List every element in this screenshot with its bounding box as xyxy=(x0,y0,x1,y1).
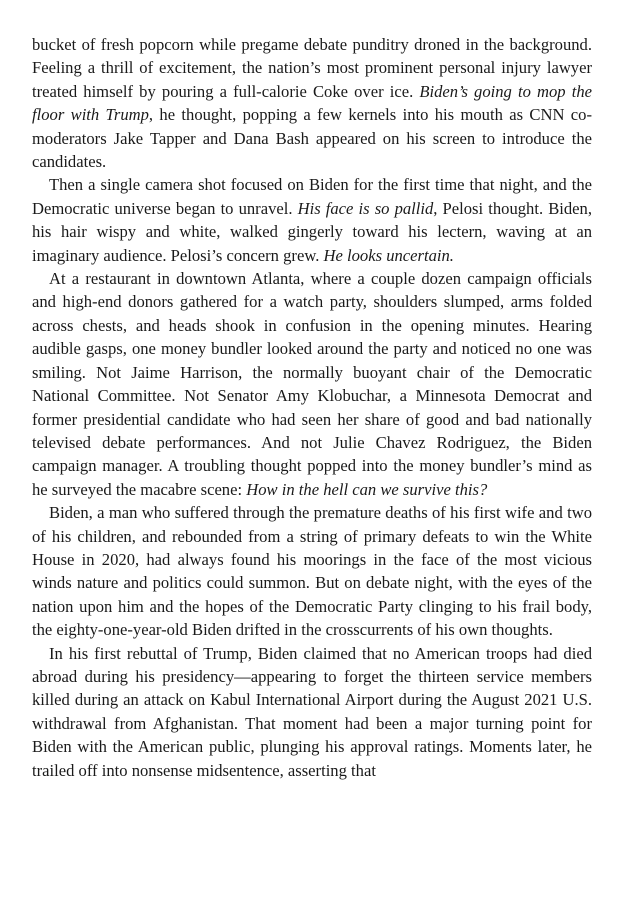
paragraph-5-text: In his first rebuttal of Trump, Biden claimed that no American troops had died abroad during his presidency—appearing to forget the thirteen service members killed during an attack on Kabul International Airport during the August 2021 U.S. withdrawal from Afghanistan. That moment had been a major turning point for Biden with the American public, plunging his approval ratings. Moments later, he trailed off into nonsense midsentence, asserting that xyxy=(32,643,592,780)
page-text xyxy=(32,33,592,782)
paragraph-4-text: Biden, a man who suffered through the premature deaths of his first wife and two of his children, and rebounded from a string of primary defeats to win the White House in 2020, had always found his moorings in the face of the most vicious winds nature and politics could summon. But on debate night, with the eyes of the nation upon him and the hopes of the Democratic Party clinging to his frail body, the eighty-one-year-old Biden drifted in the crosscurrents of his own thoughts. xyxy=(32,503,592,640)
paragraph-1-text-b: , he thought, popping a few kernels into his mouth as CNN co-moderators Jake Tapper and Dana Bash appeared on his screen to introduce the candidates. xyxy=(32,105,592,172)
paragraph-1-text-a: bucket of fresh popcorn while pregame debate punditry droned in the background. Feeling a thrill of excitement, the nation’s most prominent personal injury lawyer treated himself by pouring a full-calorie Coke over ice. xyxy=(32,35,592,101)
paragraph-3-italic-thought: How in the hell can we survive this? xyxy=(246,479,488,499)
paragraph-1 xyxy=(32,33,592,173)
paragraph-5 xyxy=(32,642,592,782)
paragraph-1-italic-thought: Biden’s going to mop the floor with Trump xyxy=(32,81,592,125)
paragraph-2-text-b: , Pelosi thought. Biden, his hair wispy and white, walked gingerly toward his lectern, waving at an imaginary audience. Pelosi’s concern grew. xyxy=(32,198,592,265)
paragraph-2-italic-thought-b: He looks uncertain. xyxy=(323,245,454,265)
paragraph-4 xyxy=(32,501,592,641)
paragraph-2 xyxy=(32,173,592,267)
paragraph-3 xyxy=(32,267,592,501)
paragraph-2-italic-thought-a: His face is so pallid xyxy=(297,198,434,218)
paragraph-3-text-a: At a restaurant in downtown Atlanta, where a couple dozen campaign officials and high-end donors gathered for a watch party, shoulders slumped, arms folded across chests, and heads shook in confusion in the opening minutes. Hearing audible gasps, one money bundler looked around the party and noticed no one was smiling. Not Jaime Harrison, the normally buoyant chair of the Democratic National Committee. Not Senator Amy Klobuchar, a Minnesota Democrat and former presidential candidate who had seen her share of good and bad nationally televised debate performances. And not Julie Chavez Rodriguez, the Biden campaign manager. A troubling thought popped into the money bundler’s mind as he surveyed the macabre scene: xyxy=(32,269,592,499)
paragraph-2-text-a: Then a single camera shot focused on Biden for the first time that night, and the Democratic universe began to unravel. xyxy=(32,175,592,218)
